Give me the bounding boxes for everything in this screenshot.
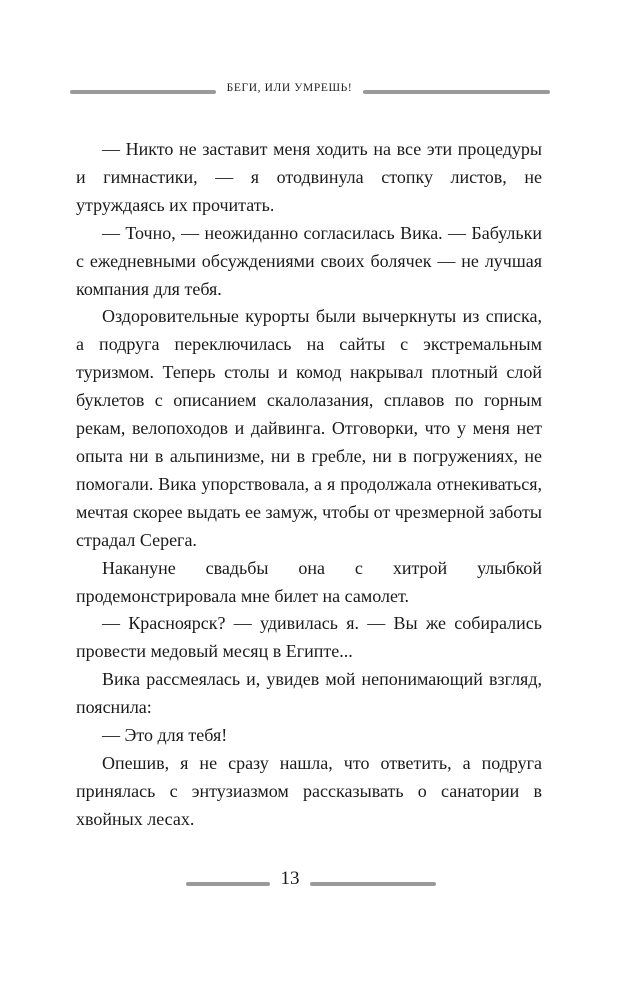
paragraph: — Никто не заставит меня ходить на все эти процедуры и гимнастики, — я отодвинула стопку листов, не утруждаясь их прочитать. bbox=[76, 139, 542, 215]
running-title: БЕГИ, ИЛИ УМРЕШЬ! bbox=[226, 82, 353, 94]
page-number: 13 bbox=[280, 868, 300, 889]
footer-rule-right bbox=[310, 882, 436, 886]
paragraph: Опешив, я не сразу нашла, что ответить, а подруга принялась с энтузиазмом рассказывать о санатории в хвойных лесах. bbox=[76, 752, 542, 829]
page-footer bbox=[186, 868, 436, 894]
paragraph: — Точно, — неожиданно согласилась Вика. — Бабульки с ежедневными обсуждениями своих болячек — не лучшая компания для тебя. bbox=[76, 222, 542, 299]
paragraph: Накануне свадьбы она с хитрой улыбкой продемонстрировала мне билет на самолет. bbox=[76, 557, 542, 606]
paragraph: — Красноярск? — удивилась я. — Вы же собирались провести медовый месяц в Египте... bbox=[76, 613, 542, 662]
paragraph: — Это для тебя! bbox=[102, 725, 228, 746]
page-body bbox=[76, 136, 542, 834]
header-rule-left bbox=[70, 90, 216, 94]
paragraph: Оздоровительные курорты были вычеркнуты из списка, а подруга переключилась на сайты с экстремальным туризмом. Теперь столы и комод накрывал плотный слой буклетов с описанием скалолазания, сплавов по горным рекам, велопоходов и дайвинга. Отговорки, что у меня нет опыта ни в альпинизме, ни в гребле, ни в погружениях, не помогали. Вика упорствовала, а я продолжала отнекиваться, мечтая скорее выдать ее замуж, чтобы от чрезмерной заботы страдал Серега. bbox=[76, 306, 542, 550]
footer-rule-left bbox=[186, 882, 270, 886]
header-rule-right bbox=[363, 90, 550, 94]
paragraph: Вика рассмеялась и, увидев мой непонимающий взгляд, пояснила: bbox=[76, 669, 542, 718]
running-header bbox=[70, 80, 550, 102]
